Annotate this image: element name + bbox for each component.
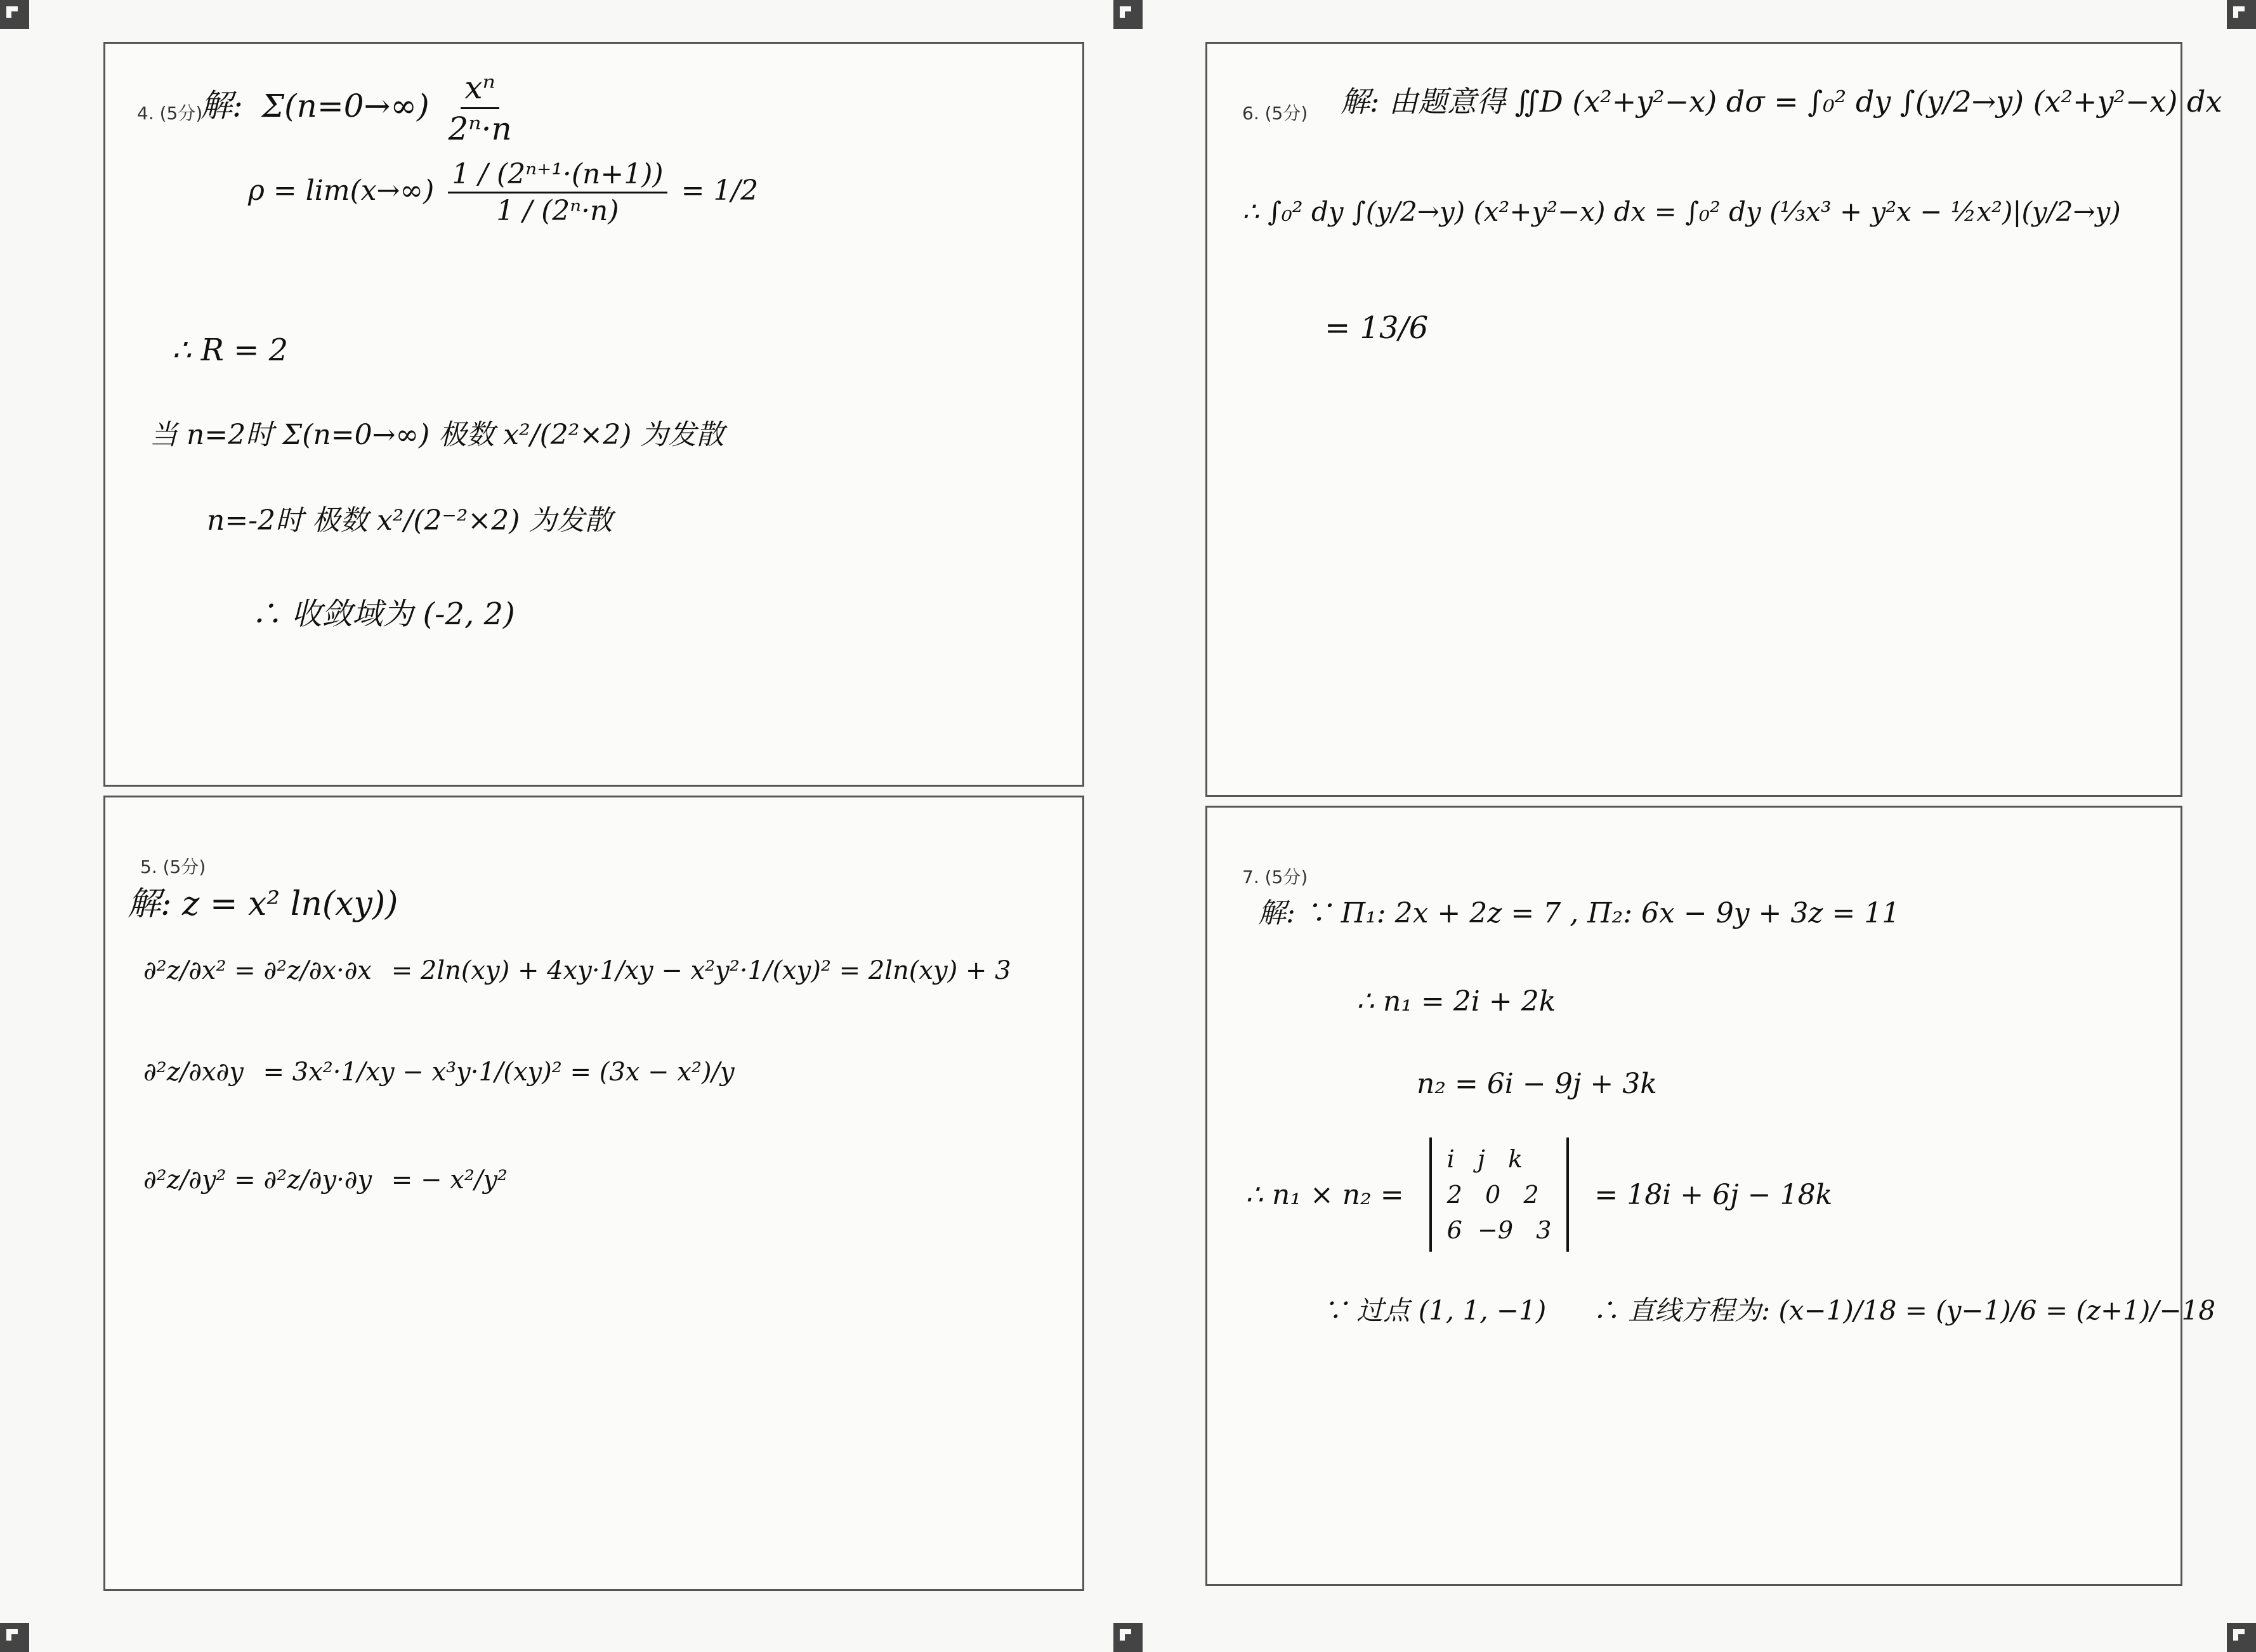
q5-line-4 (143, 1165, 508, 1195)
q7-cross-product-result: = 18i + 6j − 18k (1594, 1178, 1833, 1211)
q7-point: ∵ 过点 (1, 1, −1) (1321, 1295, 1547, 1326)
q4-series-term (445, 69, 516, 147)
corner-marker-bottom-center (1113, 1623, 1143, 1652)
q5-second-partial-yy: ∂²z/∂y² = ∂²z/∂y·∂y (143, 1165, 372, 1195)
q5-second-partial-xx-value: = 2ln(xy) + 4xy·1/xy − x²y²·1/(xy)² = 2ln(xy) + 3 (391, 956, 1011, 985)
q6-line-2: ∴ ∫₀² dy ∫(y/2→y) (x²+y²−x) dx = ∫₀² dy (⅓x³ + y²x − ½x²)|(y/2→y) (1242, 196, 2121, 227)
q4-line-5: n=-2时 极数 x²/(2⁻²×2) 为发散 (207, 504, 613, 537)
q4-series-denominator: 2ⁿ·n (448, 110, 512, 147)
q4-line-1 (200, 69, 521, 147)
q7-line-equation: ∴ 直线方程为: (x−1)/18 = (y−1)/6 = (z+1)/−18 (1592, 1295, 2216, 1326)
q6-line-1: 解: 由题意得 ∬D (x²+y²−x) dσ = ∫₀² dy ∫(y/2→y) (x²+y²−x) dx (1341, 84, 2222, 119)
q5-second-partial-yy-value: = − x²/y² (391, 1165, 508, 1195)
q4-line-4: 当 n=2时 Σ(n=0→∞) 极数 x²/(2²×2) 为发散 (150, 419, 725, 451)
q5-mixed-partial: ∂²z/∂x∂y (143, 1058, 244, 1087)
q4-ratio-denominator: 1 / (2ⁿ·n) (496, 195, 619, 227)
question-label: 7. (5分) (1242, 867, 1308, 888)
q4-ratio-prefix: ρ = lim(x→∞) (248, 174, 435, 207)
q4-series-numerator: xⁿ (461, 69, 499, 109)
q7-line-1: 解: ∵ Π₁: 2x + 2z = 7 , Π₂: 6x − 9y + 3z = 11 (1258, 897, 1900, 929)
q7-line-4 (1245, 1137, 1832, 1252)
corner-marker-bottom-left (0, 1623, 29, 1652)
corner-marker-top-left (0, 0, 29, 29)
q7-cross-product-lhs: ∴ n₁ × n₂ = (1245, 1178, 1404, 1211)
q4-line-6: ∴ 收敛域为 (-2, 2) (251, 596, 515, 632)
q4-ratio (448, 158, 667, 227)
q7-determinant-row: 2 0 2 (1446, 1181, 1539, 1209)
q5-mixed-partial-value: = 3x²·1/xy − x³y·1/(xy)² = (3x − x²)/y (263, 1058, 735, 1087)
q7-line-3: n₂ = 6i − 9j + 3k (1417, 1068, 1657, 1100)
q4-ratio-numerator: 1 / (2ⁿ⁺¹·(n+1)) (448, 158, 667, 193)
q7-line-2: ∴ n₁ = 2i + 2k (1356, 985, 1556, 1018)
q5-second-partial-xx: ∂²z/∂x² = ∂²z/∂x·∂x (143, 956, 372, 985)
q4-line-3: ∴ R = 2 (172, 332, 289, 368)
q7-determinant-row: 6 −9 3 (1446, 1216, 1552, 1244)
q4-sum-symbol: Σ(n=0→∞) (261, 87, 430, 124)
answer-box-q4 (103, 42, 1084, 787)
q6-line-3: = 13/6 (1325, 310, 1429, 346)
corner-marker-top-right (2227, 0, 2256, 29)
q5-line-2 (143, 956, 1011, 985)
q7-line-5 (1321, 1290, 2215, 1328)
question-label: 6. (5分) (1242, 103, 1308, 124)
q4-solution-prefix: 解: (200, 87, 243, 124)
q4-ratio-result: = 1/2 (681, 174, 759, 207)
corner-marker-bottom-right (2227, 1623, 2256, 1652)
q5-line-3 (143, 1058, 735, 1087)
answer-box-q6 (1205, 42, 2222, 797)
q4-line-2 (248, 158, 758, 227)
answer-box-q7 (1205, 806, 2216, 1586)
answer-box-q5 (103, 796, 1084, 1591)
q7-determinant-row: i j k (1446, 1145, 1523, 1173)
corner-marker-top-center (1113, 0, 1143, 29)
question-label: 4. (5分) (137, 103, 203, 124)
q7-determinant (1429, 1137, 1570, 1252)
question-label: 5. (5分) (140, 856, 206, 877)
q5-line-1: 解: z = x² ln(xy)) (128, 885, 398, 923)
